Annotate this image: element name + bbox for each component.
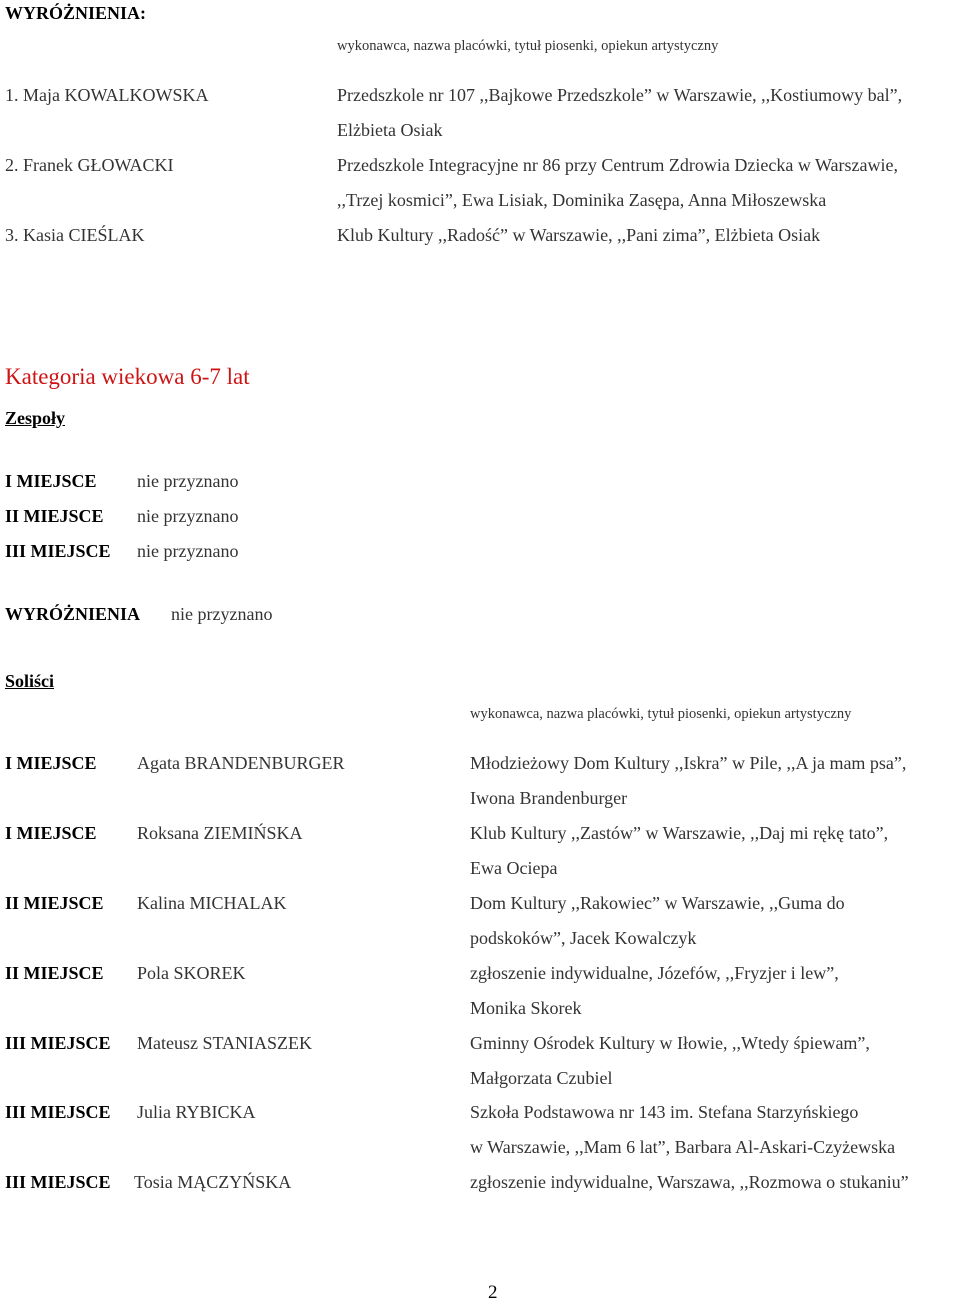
soloist-detail: zgłoszenie indywidualne, Warszawa, ,,Rozmowa o stukaniu” [470, 1172, 909, 1192]
soloist-name: Agata BRANDENBURGER [137, 753, 345, 773]
soloist-detail: Szkoła Podstawowa nr 143 im. Stefana Starzyńskiego [470, 1102, 859, 1122]
soloists-heading: Soliści [5, 671, 55, 691]
soloist-detail: Monika Skorek [470, 998, 582, 1018]
soloist-place: II MIEJSCE [5, 893, 104, 913]
category-title: Kategoria wiekowa 6-7 lat [5, 364, 250, 389]
honor-detail-2b: ,,Trzej kosmici”, Ewa Lisiak, Dominika Zasępa, Anna Miłoszewska [337, 190, 827, 210]
soloist-name: Pola SKOREK [137, 963, 246, 983]
soloist-detail: podskoków”, Jacek Kowalczyk [470, 928, 697, 948]
soloist-detail: Klub Kultury ,,Zastów” w Warszawie, ,,Daj mi rękę tato”, [470, 823, 889, 843]
soloist-name: Roksana ZIEMIŃSKA [137, 823, 303, 843]
honors-column-header: wykonawca, nazwa placówki, tytuł piosenki, opiekun artystyczny [337, 38, 719, 54]
team-value-2: nie przyznano [137, 506, 239, 526]
soloist-place: III MIEJSCE [5, 1172, 111, 1192]
soloist-detail: Dom Kultury ,,Rakowiec” w Warszawie, ,,Guma do [470, 893, 845, 913]
soloist-detail: Gminny Ośrodek Kultury w Iłowie, ,,Wtedy śpiewam”, [470, 1033, 870, 1053]
soloist-name: Kalina MICHALAK [137, 893, 287, 913]
honor-name-2: 2. Franek GŁOWACKI [5, 155, 174, 175]
teams-honors-label: WYRÓŻNIENIA [5, 604, 141, 624]
soloist-place: II MIEJSCE [5, 963, 104, 983]
team-place-2: II MIEJSCE [5, 506, 104, 526]
soloist-place: I MIEJSCE [5, 753, 97, 773]
honors-heading: WYRÓŻNIENIA: [5, 3, 147, 23]
page-number: 2 [488, 1282, 498, 1303]
soloist-place: I MIEJSCE [5, 823, 97, 843]
soloist-place: III MIEJSCE [5, 1033, 111, 1053]
soloist-detail: w Warszawie, ,,Mam 6 lat”, Barbara Al-Askari-Czyżewska [470, 1137, 896, 1157]
honor-detail-1b: Elżbieta Osiak [337, 120, 443, 140]
team-place-3: III MIEJSCE [5, 541, 111, 561]
honor-detail-1a: Przedszkole nr 107 ,,Bajkowe Przedszkole” w Warszawie, ,,Kostiumowy bal”, [337, 85, 903, 105]
soloist-detail: Małgorzata Czubiel [470, 1068, 613, 1088]
soloist-detail: Iwona Brandenburger [470, 788, 628, 808]
honor-name-1: 1. Maja KOWALKOWSKA [5, 85, 209, 105]
honor-name-3: 3. Kasia CIEŚLAK [5, 225, 145, 245]
soloist-name: Tosia MĄCZYŃSKA [134, 1172, 292, 1192]
soloist-detail: Młodzieżowy Dom Kultury ,,Iskra” w Pile, ,,A ja mam psa”, [470, 753, 907, 773]
teams-heading: Zespoły [5, 408, 66, 428]
soloist-name: Mateusz STANIASZEK [137, 1033, 313, 1053]
team-value-3: nie przyznano [137, 541, 239, 561]
soloist-detail: Ewa Ociepa [470, 858, 558, 878]
honor-detail-2a: Przedszkole Integracyjne nr 86 przy Centrum Zdrowia Dziecka w Warszawie, [337, 155, 898, 175]
soloist-detail: zgłoszenie indywidualne, Józefów, ,,Fryzjer i lew”, [470, 963, 839, 983]
team-place-1: I MIEJSCE [5, 471, 97, 491]
honor-detail-3a: Klub Kultury ,,Radość” w Warszawie, ,,Pani zima”, Elżbieta Osiak [337, 225, 821, 245]
soloist-name: Julia RYBICKA [137, 1102, 256, 1122]
teams-honors-value: nie przyznano [171, 604, 273, 624]
team-value-1: nie przyznano [137, 471, 239, 491]
soloist-place: III MIEJSCE [5, 1102, 111, 1122]
soloists-column-header: wykonawca, nazwa placówki, tytuł piosenki, opiekun artystyczny [470, 706, 852, 722]
